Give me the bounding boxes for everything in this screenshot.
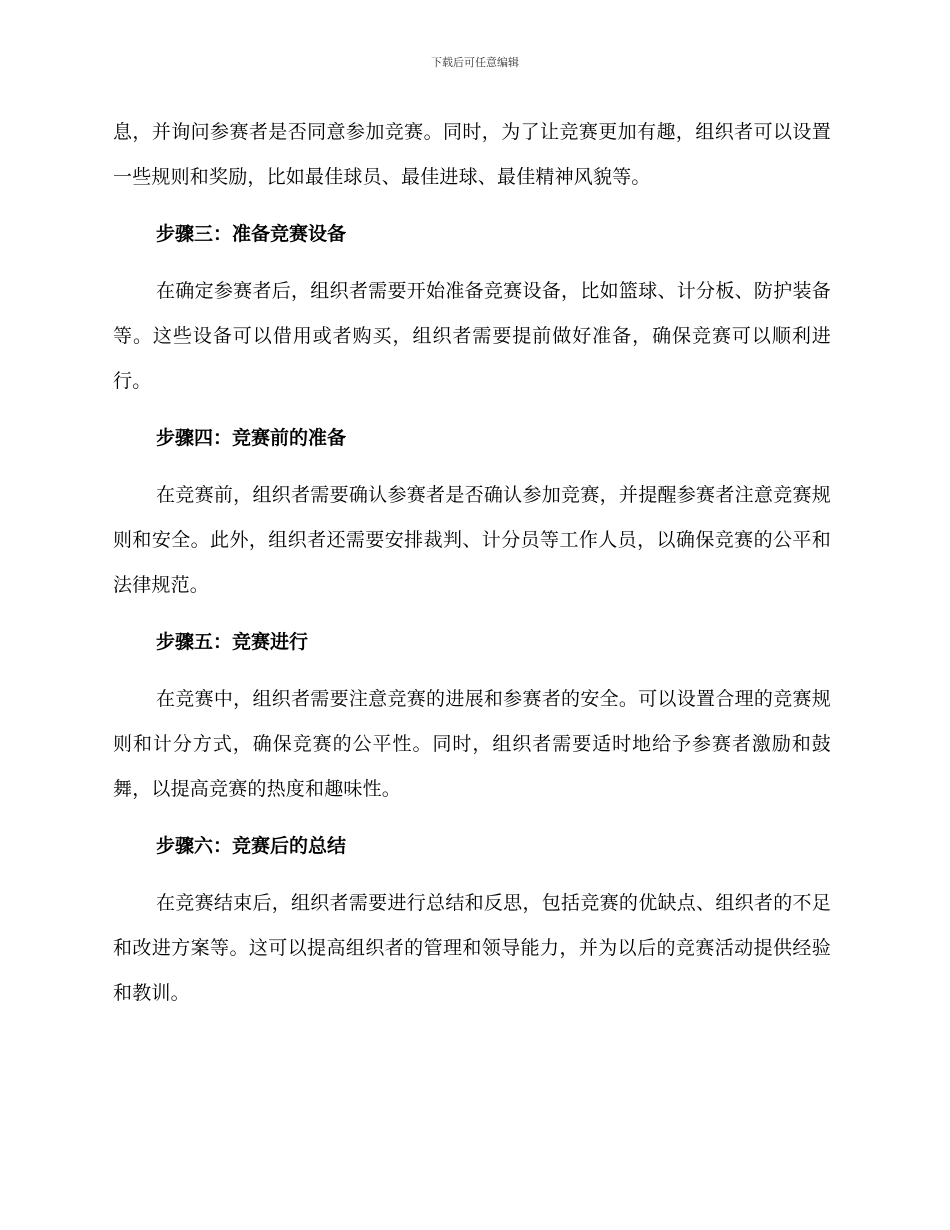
step-five-paragraph: 在竞赛中，组织者需要注意竞赛的进展和参赛者的安全。可以设置合理的竞赛规则和计分方式，确保竞赛的公平性。同时，组织者需要适时地给予参赛者激励和鼓舞，以提高竞赛的热度和趣味性。 xyxy=(113,688,831,800)
step-four-paragraph: 在竞赛前，组织者需要确认参赛者是否确认参加竞赛，并提醒参赛者注意竞赛规则和安全。此外，组织者还需要安排裁判、计分员等工作人员，以确保竞赛的公平和法律规范。 xyxy=(113,484,831,596)
step-six-paragraph: 在竞赛结束后，组织者需要进行总结和反思，包括竞赛的优缺点、组织者的不足和改进方案等。这可以提高组织者的管理和领导能力，并为以后的竞赛活动提供经验和教训。 xyxy=(113,892,831,1004)
document-body xyxy=(113,110,831,1016)
page-header: 下载后可任意编辑 xyxy=(431,56,519,69)
step-three-heading: 步骤三：准备竞赛设备 xyxy=(156,223,347,245)
paragraph-continued: 息，并询问参赛者是否同意参加竞赛。同时，为了让竞赛更加有趣，组织者可以设置一些规则和奖励，比如最佳球员、最佳进球、最佳精神风貌等。 xyxy=(113,121,831,188)
step-three-paragraph: 在确定参赛者后，组织者需要开始准备竞赛设备，比如篮球、计分板、防护装备等。这些设备可以借用或者购买，组织者需要提前做好准备，确保竞赛可以顺利进行。 xyxy=(113,280,831,392)
step-four-heading: 步骤四：竞赛前的准备 xyxy=(156,427,347,449)
step-five-heading: 步骤五：竞赛进行 xyxy=(156,631,309,653)
step-six-heading: 步骤六：竞赛后的总结 xyxy=(156,835,347,857)
